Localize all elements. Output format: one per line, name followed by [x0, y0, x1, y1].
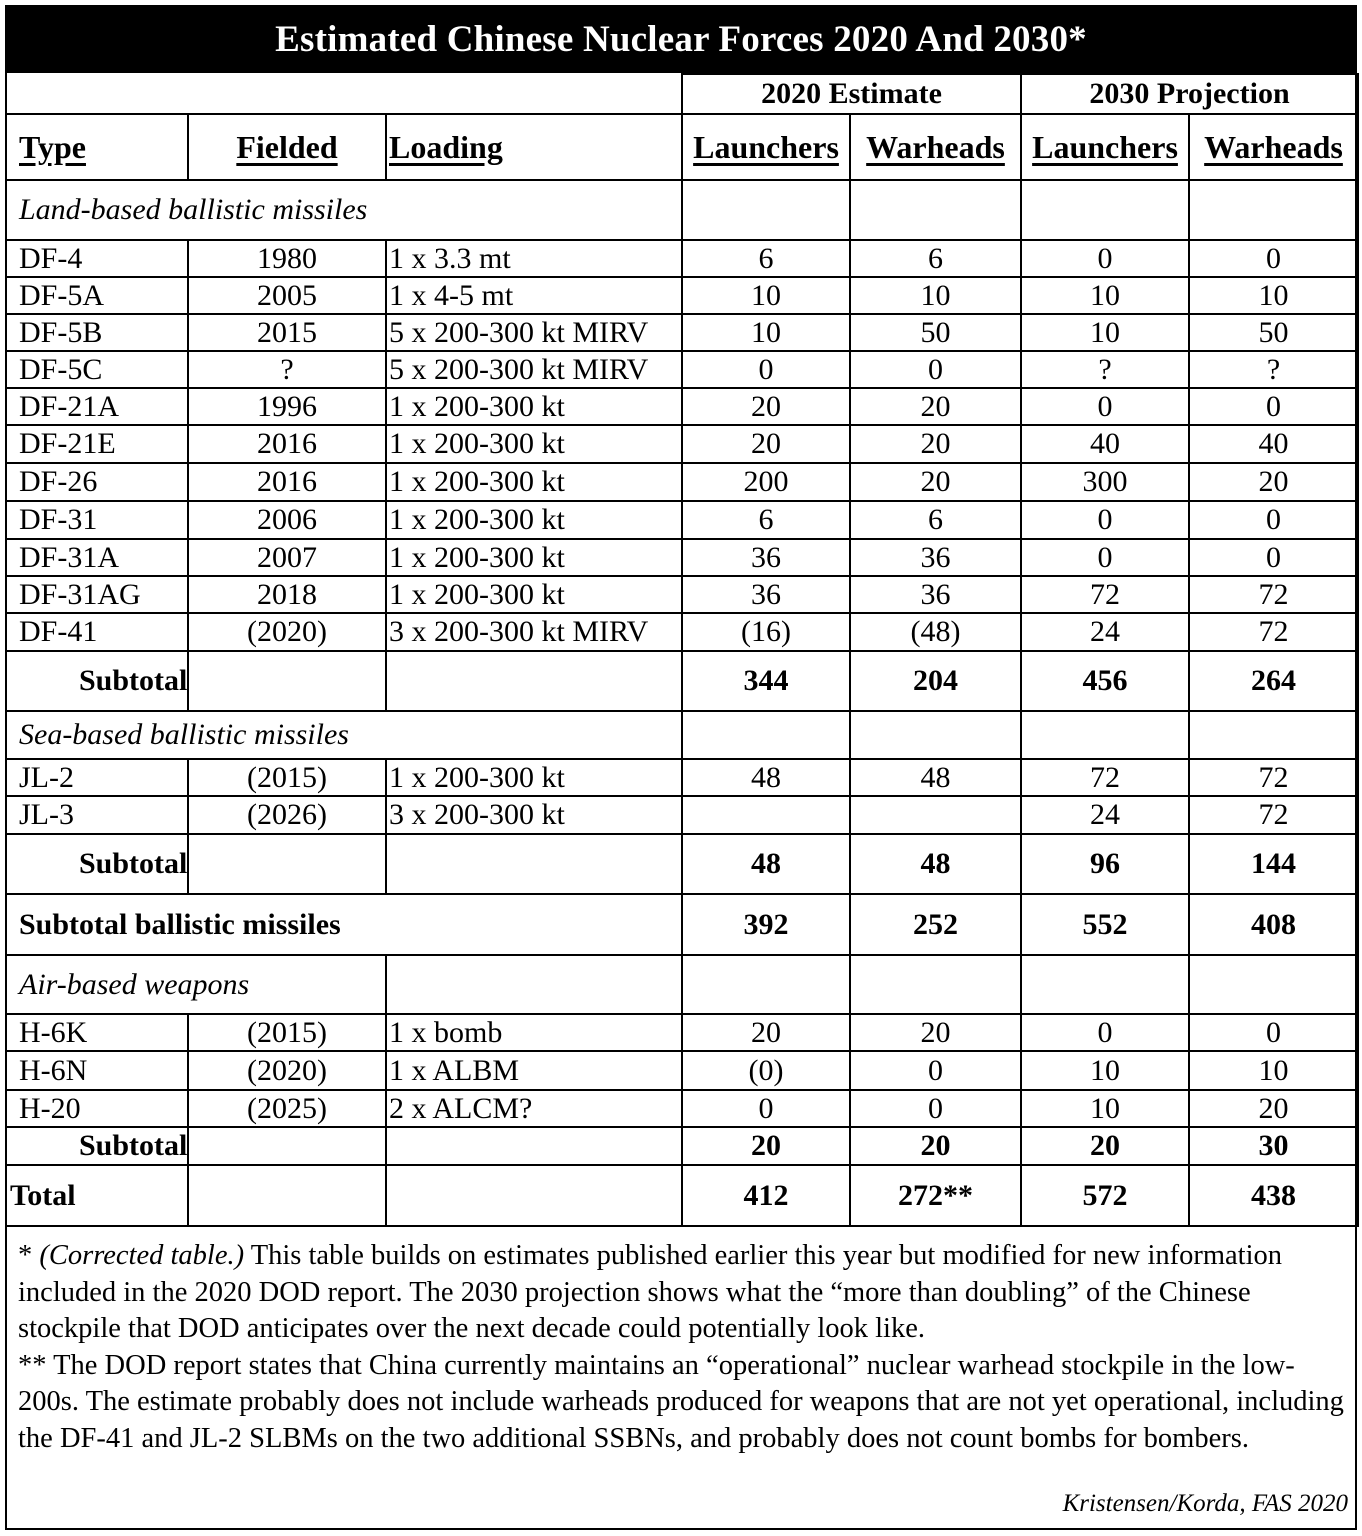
section-land-label: Land-based ballistic missiles: [6, 180, 682, 240]
cell-launchers-2020: 10: [682, 314, 850, 351]
cell-type: H-6K: [6, 1014, 188, 1051]
cell-fielded: (2025): [188, 1090, 386, 1127]
cell-fielded: 1996: [188, 388, 386, 425]
table-row: [6, 277, 1358, 314]
cell-warheads-2020: 6: [850, 501, 1021, 539]
ballistic-subtotal-w2030: 408: [1189, 894, 1358, 955]
table-row: [6, 351, 1358, 388]
cell-type: JL-2: [6, 759, 188, 796]
col-type: Type: [19, 128, 86, 165]
cell-type: DF-5C: [6, 351, 188, 388]
cell-warheads-2020: 0: [850, 351, 1021, 388]
cell-type: DF-21A: [6, 388, 188, 425]
cell-launchers-2020: [682, 796, 850, 834]
ballistic-subtotal-label: Subtotal ballistic missiles: [6, 894, 682, 955]
cell-launchers-2030: 0: [1021, 539, 1189, 576]
cell-loading: 1 x 200-300 kt: [386, 425, 682, 463]
table-row: [6, 1014, 1358, 1051]
air-subtotal-w2030: 30: [1189, 1127, 1358, 1165]
cell-fielded: (2020): [188, 1051, 386, 1090]
total-row: [6, 1165, 1358, 1226]
land-subtotal-w2030: 264: [1189, 651, 1358, 711]
source-credit: Kristensen/Korda, FAS 2020: [1062, 1490, 1348, 1517]
cell-loading: 3 x 200-300 kt: [386, 796, 682, 834]
cell-loading: 5 x 200-300 kt MIRV: [386, 314, 682, 351]
cell-launchers-2030: 0: [1021, 501, 1189, 539]
table-row: [6, 613, 1358, 651]
cell-warheads-2030: 10: [1189, 1051, 1358, 1090]
cell-warheads-2030: ?: [1189, 351, 1358, 388]
cell-warheads-2020: 48: [850, 759, 1021, 796]
cell-type: DF-5A: [6, 277, 188, 314]
cell-launchers-2020: 20: [682, 1014, 850, 1051]
sea-rows: [6, 759, 1358, 834]
section-air-row: [6, 955, 1358, 1014]
cell-warheads-2020: 10: [850, 277, 1021, 314]
cell-warheads-2030: 72: [1189, 759, 1358, 796]
cell-warheads-2020: 0: [850, 1090, 1021, 1127]
land-subtotal-l2030: 456: [1021, 651, 1189, 711]
cell-warheads-2020: 6: [850, 240, 1021, 277]
cell-warheads-2020: 50: [850, 314, 1021, 351]
cell-launchers-2030: 0: [1021, 240, 1189, 277]
sea-subtotal-w2030: 144: [1189, 834, 1358, 894]
cell-type: H-6N: [6, 1051, 188, 1090]
cell-warheads-2030: 40: [1189, 425, 1358, 463]
cell-launchers-2020: 0: [682, 351, 850, 388]
cell-warheads-2020: (48): [850, 613, 1021, 651]
cell-loading: 3 x 200-300 kt MIRV: [386, 613, 682, 651]
cell-launchers-2030: 10: [1021, 277, 1189, 314]
cell-warheads-2030: 20: [1189, 1090, 1358, 1127]
cell-loading: 1 x 200-300 kt: [386, 759, 682, 796]
ballistic-subtotal-l2020: 392: [682, 894, 850, 955]
cell-launchers-2030: 10: [1021, 314, 1189, 351]
cell-launchers-2020: 6: [682, 501, 850, 539]
cell-launchers-2020: 20: [682, 425, 850, 463]
cell-fielded: 1980: [188, 240, 386, 277]
cell-launchers-2020: 36: [682, 576, 850, 613]
table-row: [6, 796, 1358, 834]
total-w2020: 272**: [850, 1165, 1021, 1226]
cell-warheads-2020: 0: [850, 1051, 1021, 1090]
col-warheads-2030: Warheads: [1204, 128, 1343, 165]
cell-launchers-2020: 0: [682, 1090, 850, 1127]
cell-fielded: 2015: [188, 314, 386, 351]
sea-subtotal-w2020: 48: [850, 834, 1021, 894]
cell-warheads-2020: 20: [850, 388, 1021, 425]
cell-fielded: ?: [188, 351, 386, 388]
section-sea-label: Sea-based ballistic missiles: [6, 711, 682, 759]
cell-launchers-2030: 10: [1021, 1090, 1189, 1127]
cell-loading: 1 x 3.3 mt: [386, 240, 682, 277]
cell-launchers-2030: 40: [1021, 425, 1189, 463]
footnote-1-marker: *: [18, 1240, 40, 1271]
air-subtotal-w2020: 20: [850, 1127, 1021, 1165]
air-rows: [6, 1014, 1358, 1127]
section-land-row: [6, 180, 1358, 240]
cell-fielded: (2015): [188, 1014, 386, 1051]
cell-launchers-2030: 10: [1021, 1051, 1189, 1090]
cell-fielded: 2007: [188, 539, 386, 576]
cell-launchers-2030: 300: [1021, 463, 1189, 501]
cell-loading: 1 x 4-5 mt: [386, 277, 682, 314]
cell-launchers-2030: 24: [1021, 613, 1189, 651]
ballistic-subtotal-row: [6, 894, 1358, 955]
cell-launchers-2020: (0): [682, 1051, 850, 1090]
cell-launchers-2030: 24: [1021, 796, 1189, 834]
sea-subtotal-row: [6, 834, 1358, 894]
cell-type: DF-31A: [6, 539, 188, 576]
table-row: [6, 240, 1358, 277]
ballistic-subtotal-w2020: 252: [850, 894, 1021, 955]
cell-warheads-2030: 0: [1189, 501, 1358, 539]
cell-loading: 1 x 200-300 kt: [386, 539, 682, 576]
cell-warheads-2020: [850, 796, 1021, 834]
col-loading: Loading: [389, 128, 503, 165]
cell-fielded: 2006: [188, 501, 386, 539]
cell-launchers-2020: 20: [682, 388, 850, 425]
cell-warheads-2020: 20: [850, 1014, 1021, 1051]
cell-type: DF-5B: [6, 314, 188, 351]
land-subtotal-w2020: 204: [850, 651, 1021, 711]
cell-fielded: 2016: [188, 463, 386, 501]
table-row: [6, 501, 1358, 539]
land-subtotal-label: Subtotal: [6, 651, 188, 711]
total-w2030: 438: [1189, 1165, 1358, 1226]
table-row: [6, 314, 1358, 351]
air-subtotal-l2020: 20: [682, 1127, 850, 1165]
land-rows: [6, 240, 1358, 651]
air-subtotal-label: Subtotal: [6, 1127, 188, 1165]
land-subtotal-l2020: 344: [682, 651, 850, 711]
group-2020-estimate: 2020 Estimate: [682, 74, 1021, 114]
table-row: [6, 1051, 1358, 1090]
ballistic-subtotal-l2030: 552: [1021, 894, 1189, 955]
footnote-2: ** The DOD report states that China currently maintains an “operational” nuclear warhead stockpile in the low-200s. The estimate probably does not include warheads produced for weapons that are not yet operational, including the DF-41 and JL-2 SLBMs on the two additional SSBNs, and probably does not count bombs for bombers.: [18, 1349, 1344, 1454]
col-launchers-2020: Launchers: [693, 128, 839, 165]
section-sea-row: [6, 711, 1358, 759]
empty-header-cell: [6, 74, 682, 114]
group-header-row: [6, 74, 1358, 114]
cell-loading: 1 x ALBM: [386, 1051, 682, 1090]
cell-warheads-2030: 10: [1189, 277, 1358, 314]
cell-warheads-2030: 0: [1189, 388, 1358, 425]
table-row: [6, 1090, 1358, 1127]
table-row: [6, 576, 1358, 613]
air-subtotal-row: [6, 1127, 1358, 1165]
col-warheads-2020: Warheads: [866, 128, 1005, 165]
cell-fielded: (2026): [188, 796, 386, 834]
cell-warheads-2030: 72: [1189, 576, 1358, 613]
sea-subtotal-label: Subtotal: [6, 834, 188, 894]
cell-launchers-2020: 48: [682, 759, 850, 796]
sea-subtotal-l2020: 48: [682, 834, 850, 894]
cell-launchers-2030: 0: [1021, 1014, 1189, 1051]
cell-type: DF-21E: [6, 425, 188, 463]
cell-type: DF-4: [6, 240, 188, 277]
cell-loading: 1 x 200-300 kt: [386, 388, 682, 425]
cell-type: DF-26: [6, 463, 188, 501]
cell-warheads-2020: 36: [850, 539, 1021, 576]
cell-launchers-2020: 10: [682, 277, 850, 314]
cell-fielded: 2018: [188, 576, 386, 613]
table-row: [6, 759, 1358, 796]
sea-subtotal-l2030: 96: [1021, 834, 1189, 894]
table-row: [6, 539, 1358, 576]
cell-warheads-2020: 20: [850, 463, 1021, 501]
cell-warheads-2030: 72: [1189, 613, 1358, 651]
table-row: [6, 463, 1358, 501]
cell-warheads-2030: 20: [1189, 463, 1358, 501]
total-label: Total: [6, 1165, 188, 1226]
total-l2030: 572: [1021, 1165, 1189, 1226]
group-2030-projection: 2030 Projection: [1021, 74, 1358, 114]
cell-type: DF-41: [6, 613, 188, 651]
cell-launchers-2030: 0: [1021, 388, 1189, 425]
cell-warheads-2030: 0: [1189, 1014, 1358, 1051]
land-subtotal-row: [6, 651, 1358, 711]
footnote-1: [18, 1238, 1348, 1348]
table-row: [6, 388, 1358, 425]
col-launchers-2030: Launchers: [1032, 128, 1178, 165]
air-subtotal-l2030: 20: [1021, 1127, 1189, 1165]
footnote-1-text: This table builds on estimates published earlier this year but modified for new information included in the 2020 DOD report. The 2030 projection shows what the “more than doubling” of the Chinese stockpile that DOD anticipates over the next decade could potentially look like.: [18, 1240, 1283, 1344]
cell-fielded: 2005: [188, 277, 386, 314]
cell-loading: 1 x 200-300 kt: [386, 576, 682, 613]
col-fielded: Fielded: [236, 128, 338, 165]
cell-warheads-2020: 36: [850, 576, 1021, 613]
cell-fielded: 2016: [188, 425, 386, 463]
footnote-1-italic: (Corrected table.): [39, 1240, 245, 1271]
cell-loading: 1 x bomb: [386, 1014, 682, 1051]
cell-launchers-2020: 200: [682, 463, 850, 501]
column-header-row: [6, 114, 1358, 180]
cell-warheads-2030: 0: [1189, 539, 1358, 576]
cell-launchers-2030: 72: [1021, 576, 1189, 613]
total-l2020: 412: [682, 1165, 850, 1226]
cell-fielded: (2015): [188, 759, 386, 796]
cell-type: DF-31: [6, 501, 188, 539]
cell-launchers-2020: 36: [682, 539, 850, 576]
cell-launchers-2020: 6: [682, 240, 850, 277]
cell-type: JL-3: [6, 796, 188, 834]
table-title: Estimated Chinese Nuclear Forces 2020 And 2030*: [5, 5, 1357, 73]
cell-launchers-2020: (16): [682, 613, 850, 651]
cell-loading: 1 x 200-300 kt: [386, 463, 682, 501]
cell-warheads-2020: 20: [850, 425, 1021, 463]
cell-warheads-2030: 72: [1189, 796, 1358, 834]
cell-launchers-2030: ?: [1021, 351, 1189, 388]
cell-loading: 2 x ALCM?: [386, 1090, 682, 1127]
cell-fielded: (2020): [188, 613, 386, 651]
section-air-label: Air-based weapons: [6, 955, 386, 1014]
nuclear-forces-table: [5, 73, 1359, 1227]
cell-type: DF-31AG: [6, 576, 188, 613]
cell-warheads-2030: 0: [1189, 240, 1358, 277]
cell-type: H-20: [6, 1090, 188, 1127]
cell-warheads-2030: 50: [1189, 314, 1358, 351]
table-row: [6, 425, 1358, 463]
footnotes: [18, 1238, 1348, 1457]
cell-loading: 5 x 200-300 kt MIRV: [386, 351, 682, 388]
cell-launchers-2030: 72: [1021, 759, 1189, 796]
cell-loading: 1 x 200-300 kt: [386, 501, 682, 539]
